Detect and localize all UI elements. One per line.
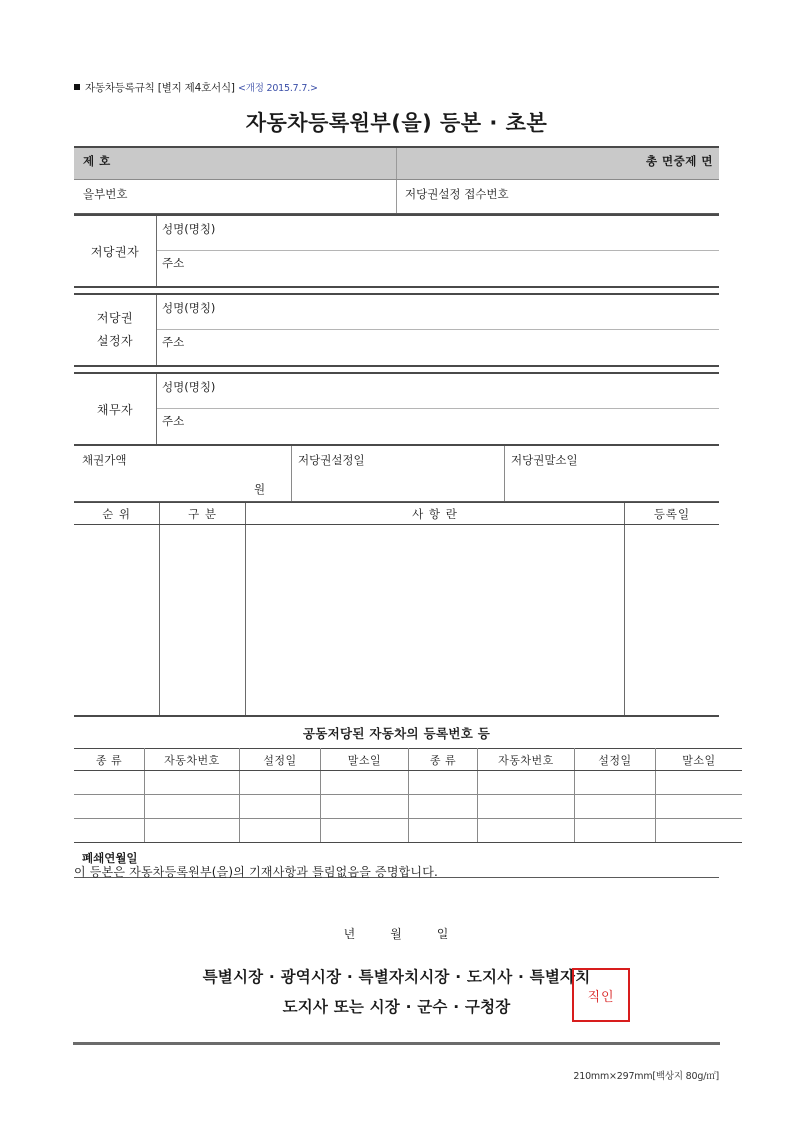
joint-header-caldate-1: 말소일 xyxy=(321,749,409,771)
joint-cell[interactable] xyxy=(240,819,321,843)
joint-cell[interactable] xyxy=(575,795,656,819)
debtor-name-label: 성명(명칭) xyxy=(162,380,216,394)
table-row[interactable] xyxy=(74,795,742,819)
joint-cell[interactable] xyxy=(409,771,478,795)
joint-cell[interactable] xyxy=(145,771,240,795)
month-label: 월 xyxy=(390,927,403,941)
header-band-divider xyxy=(396,148,397,179)
paper-spec-footer: 210mm×297mm[백상지 80g/㎡] xyxy=(573,1071,719,1082)
signature-line-2: 도지사 또는 시장 · 군수 · 구청장 xyxy=(282,998,511,1016)
mortgagee-address-label: 주소 xyxy=(162,256,185,270)
eul-number-row xyxy=(74,180,719,214)
bullet-square-icon xyxy=(74,84,80,90)
joint-cell[interactable] xyxy=(145,795,240,819)
table-row[interactable] xyxy=(74,819,742,843)
details-col-divider-3 xyxy=(624,503,625,524)
joint-header-vehno-2: 자동차번호 xyxy=(478,749,575,771)
joint-header-setdate-1: 설정일 xyxy=(240,749,321,771)
details-col-divider-1 xyxy=(159,503,160,524)
mortgage-receipt-number-label: 저당권설정 접수번호 xyxy=(405,187,509,201)
year-label: 년 xyxy=(343,927,357,941)
party-block-mortgagor xyxy=(74,293,719,367)
details-col-divider-1 xyxy=(159,525,160,715)
details-table xyxy=(74,502,719,717)
bottom-rule xyxy=(73,1042,720,1045)
details-table-header xyxy=(74,503,719,525)
party-block-mortgagee xyxy=(74,214,719,288)
details-header-date: 등록일 xyxy=(653,507,691,521)
joint-header-type-2: 종 류 xyxy=(409,749,478,771)
details-col-divider-3 xyxy=(624,525,625,715)
revision-text: <개정 2015.7.7.> xyxy=(237,83,318,94)
joint-cell[interactable] xyxy=(478,795,575,819)
certification-statement: 이 등본은 자동차등록원부(을)의 기재사항과 틀림없음을 증명합니다. xyxy=(74,865,439,879)
signature-block xyxy=(0,962,793,1022)
claim-amount-row xyxy=(74,446,719,502)
joint-header-vehno-1: 자동차번호 xyxy=(145,749,240,771)
details-table-body[interactable] xyxy=(74,525,719,715)
party-label-mortgagor-line1: 저당권 xyxy=(96,311,134,326)
details-col-divider-2 xyxy=(245,503,246,524)
eul-row-divider xyxy=(396,180,397,213)
amount-divider-1 xyxy=(291,446,292,501)
claim-amount-label: 채권가액 xyxy=(82,453,127,467)
joint-mortgage-table xyxy=(74,748,742,843)
joint-cell[interactable] xyxy=(321,795,409,819)
eul-number-label: 을부번호 xyxy=(83,187,128,201)
date-line xyxy=(0,925,793,942)
joint-header-caldate-2: 말소일 xyxy=(656,749,743,771)
form-reference-line xyxy=(74,80,318,95)
joint-cell[interactable] xyxy=(321,819,409,843)
mortgage-cancel-date-label: 저당권말소일 xyxy=(511,453,578,467)
party-divider xyxy=(156,374,157,444)
joint-cell[interactable] xyxy=(656,795,743,819)
party-label-mortgagee: 저당권자 xyxy=(90,244,140,259)
regulation-text: 자동차등록규칙 [별지 제4호서식] xyxy=(85,82,235,94)
joint-header-setdate-2: 설정일 xyxy=(575,749,656,771)
page-title: 자동차등록원부(을) 등본 · 초본 xyxy=(245,111,548,135)
mortgagee-name-label: 성명(명칭) xyxy=(162,222,216,236)
joint-cell[interactable] xyxy=(74,819,145,843)
party-label-debtor: 채무자 xyxy=(96,402,134,417)
party-block-debtor xyxy=(74,372,719,446)
document-number-label: 제 호 xyxy=(83,154,111,168)
form-frame xyxy=(74,146,719,878)
party-label-mortgagor xyxy=(74,295,156,365)
party-inner-divider xyxy=(157,250,719,251)
debtor-address-label: 주소 xyxy=(162,414,185,428)
amount-divider-2 xyxy=(504,446,505,501)
details-col-divider-2 xyxy=(245,525,246,715)
details-header-type: 구 분 xyxy=(188,507,217,521)
joint-table-header-row xyxy=(74,749,742,771)
details-header-items: 사 항 란 xyxy=(412,507,458,521)
joint-cell[interactable] xyxy=(145,819,240,843)
joint-cell[interactable] xyxy=(240,771,321,795)
joint-cell[interactable] xyxy=(74,771,145,795)
mortgagor-name-label: 성명(명칭) xyxy=(162,301,216,315)
party-divider xyxy=(156,216,157,286)
joint-cell[interactable] xyxy=(656,819,743,843)
joint-cell[interactable] xyxy=(478,771,575,795)
mortgage-set-date-label: 저당권설정일 xyxy=(298,453,365,467)
joint-cell[interactable] xyxy=(575,771,656,795)
joint-cell[interactable] xyxy=(74,795,145,819)
official-seal-box: 직인 xyxy=(572,968,630,1022)
header-band xyxy=(74,146,719,180)
party-divider xyxy=(156,295,157,365)
joint-cell[interactable] xyxy=(656,771,743,795)
joint-header-type-1: 종 류 xyxy=(74,749,145,771)
joint-mortgage-caption: 공동저당된 자동차의 등록번호 등 xyxy=(302,726,491,741)
table-row[interactable] xyxy=(74,771,742,795)
day-label: 일 xyxy=(436,927,450,941)
joint-cell[interactable] xyxy=(240,795,321,819)
party-inner-divider xyxy=(157,329,719,330)
party-inner-divider xyxy=(157,408,719,409)
details-header-rank: 순 위 xyxy=(102,507,131,521)
joint-cell[interactable] xyxy=(575,819,656,843)
joint-cell[interactable] xyxy=(409,795,478,819)
mortgagor-address-label: 주소 xyxy=(162,335,185,349)
page-count-label: 총 면중제 면 xyxy=(645,154,713,168)
joint-cell[interactable] xyxy=(321,771,409,795)
signature-line-1: 특별시장 · 광역시장 · 특별자치시장 · 도지사 · 특별자치 xyxy=(202,968,591,986)
joint-cell[interactable] xyxy=(409,819,478,843)
joint-cell[interactable] xyxy=(478,819,575,843)
party-label-mortgagor-line2: 설정자 xyxy=(96,334,134,348)
closing-date-label: 폐쇄연월일 xyxy=(82,851,138,865)
currency-unit-label: 원 xyxy=(254,482,266,496)
